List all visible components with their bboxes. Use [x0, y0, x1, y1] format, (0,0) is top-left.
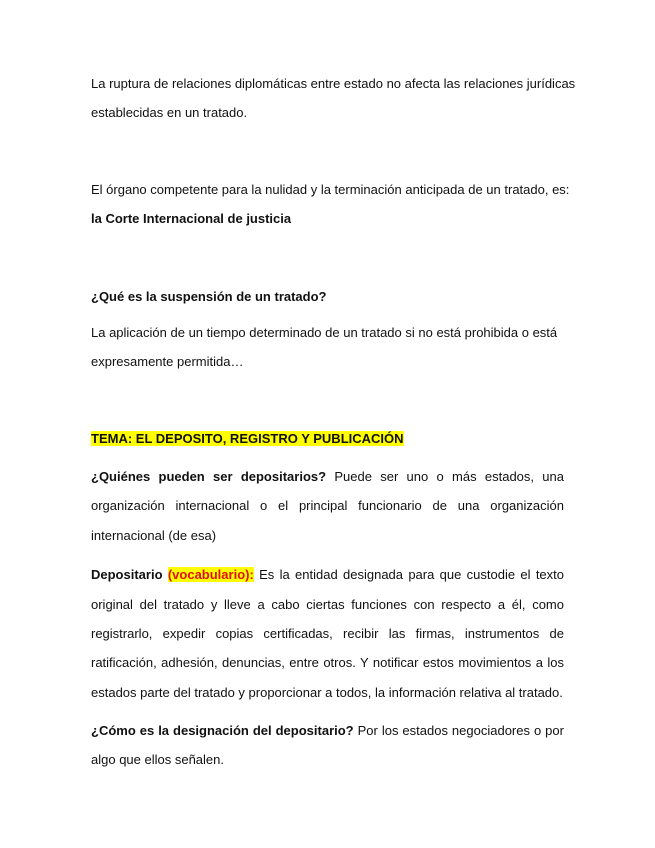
paragraph-line: [91, 723, 564, 739]
paragraph-line: establecidas en un tratado.: [91, 105, 248, 120]
paragraph-line: [91, 469, 564, 485]
vocabulario-tag: (vocabulario):: [167, 567, 254, 582]
paragraph-line: El órgano competente para la nulidad y la terminación anticipada de un tratado, es:: [91, 182, 570, 197]
paragraph-line: estados parte del tratado y proporcionar a todos, la información relativa al tratado.: [91, 685, 563, 700]
paragraph-line: registrarlo, expedir copias certificadas, recibir las firmas, instrumentos de: [91, 626, 564, 641]
paragraph-line: La ruptura de relaciones diplomáticas entre estado no afecta las relaciones jurídicas: [91, 76, 576, 91]
topic-heading: [91, 431, 404, 447]
paragraph-line: original del tratado y lleve a cabo ciertas funciones con respecto a él, como: [91, 597, 564, 612]
definition-term: Depositario: [91, 567, 163, 582]
paragraph-line: La aplicación de un tiempo determinado de un tratado si no está prohibida o está: [91, 325, 558, 340]
paragraph-line: algo que ellos señalen.: [91, 752, 224, 767]
paragraph-line: organización internacional o el principal funcionario de una organización: [91, 498, 564, 513]
paragraph-line: internacional (de esa): [91, 528, 217, 543]
definition-text: Es la entidad designada para que custodie el texto: [253, 567, 565, 582]
paragraph-line: [91, 567, 564, 583]
paragraph-line: expresamente permitida…: [91, 354, 244, 369]
answer-text: Puede ser uno o más estados, una: [326, 469, 564, 484]
bold-answer: la Corte Internacional de justicia: [91, 211, 292, 226]
question-inline: ¿Quiénes pueden ser depositarios?: [91, 469, 327, 484]
highlighted-topic: TEMA: EL DEPOSITO, REGISTRO Y PUBLICACIÓN: [91, 431, 404, 446]
question-inline: ¿Cómo es la designación del depositario?: [91, 723, 354, 738]
answer-text: Por los estados negociadores o por: [353, 723, 564, 738]
question-heading: ¿Qué es la suspensión de un tratado?: [91, 289, 327, 304]
paragraph-line: ratificación, adhesión, denuncias, entre otros. Y notificar estos movimientos a los: [91, 655, 564, 670]
